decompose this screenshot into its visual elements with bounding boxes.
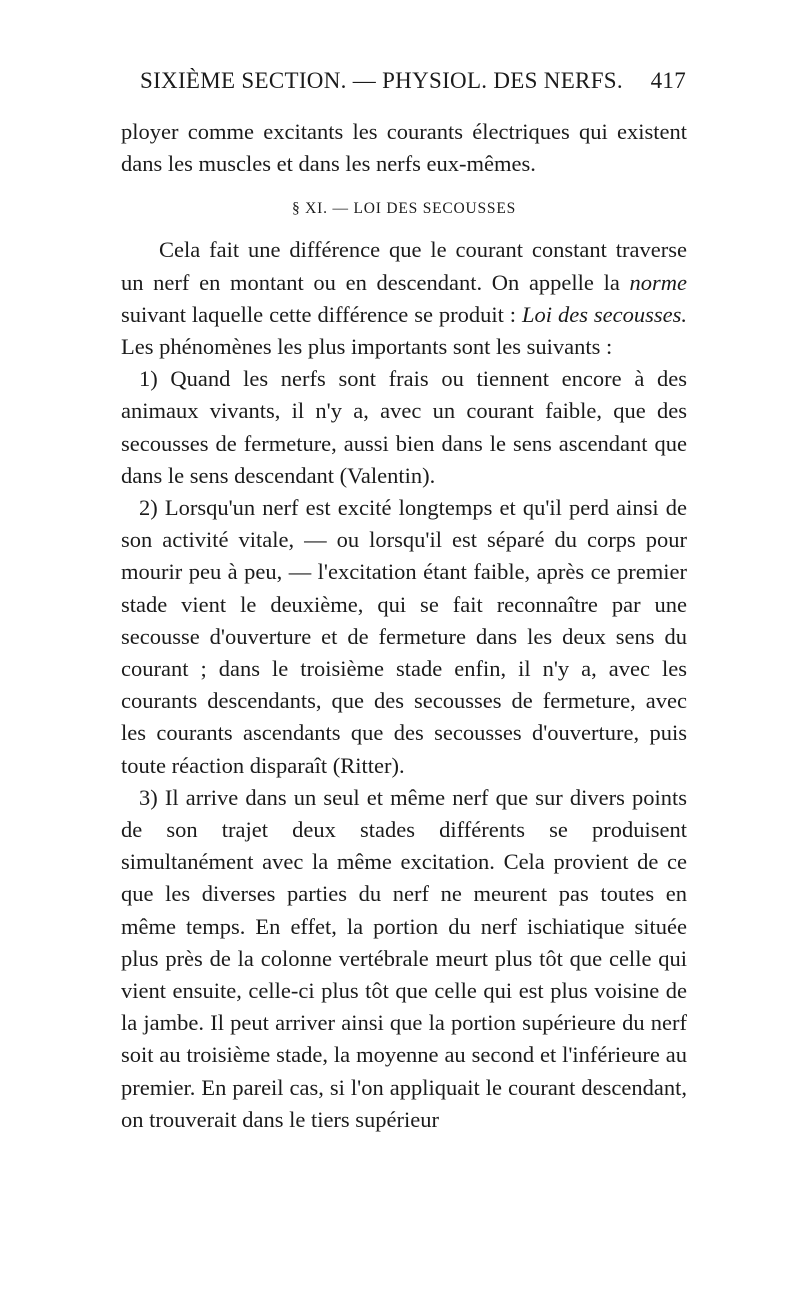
list-item-3: 3) Il arrive dans un seul et même nerf que sur divers points de son trajet deux stades différents se produisent simultanément avec la même excitation. Cela provient de ce que les diverses parties du nerf ne meurent pas toutes en même temps. En effet, la portion du nerf ischiatique située plus près de la colonne vertébrale meurt plus tôt que celle qui vient ensuite, celle-ci plus tôt que celle qui est plus voisine de la jambe. Il peut arriver ainsi que la portion supérieure du nerf soit au troisième stade, la moyenne au second et l'inférieure au premier. En pareil cas, si l'on appliquait le courant descendant, on trouverait dans le tiers supérieur <box>121 784 687 1132</box>
list-item-2: 2) Lorsqu'un nerf est excité longtemps et qu'il perd ainsi de son activité vitale, — ou lorsqu'il est séparé du corps pour mourir peu à peu, — l'excitation étant faible, après ce premier stade vient le deuxième, qui se fait reconnaître par une secousse d'ouverture et de fermeture dans les deux sens du courant ; dans le troisième stade enfin, il n'y a, avec les courants descendants, que des secousses de fermeture, avec les courants ascendants que des secousses d'ouverture, puis toute réaction disparaît (Ritter). <box>121 495 687 778</box>
page-number: 417 <box>650 68 686 93</box>
body-text <box>121 116 687 1136</box>
intro-paragraph <box>121 234 687 363</box>
intro-text-1: Cela fait une différence que le courant constant traverse un nerf en montant ou en descendant. On appelle la <box>121 237 687 295</box>
continuation-paragraph: ployer comme excitants les courants électriques qui existent dans les muscles et dans les nerfs eux-mêmes. <box>121 119 687 177</box>
intro-text-3: Les phénomènes les plus importants sont les suivants : <box>121 334 613 360</box>
section-heading: § XI. — LOI DES SECOUSSES <box>291 200 517 218</box>
running-title: SIXIÈME SECTION. — PHYSIOL. DES NERFS. <box>140 68 623 93</box>
intro-emphasis-law-title: Loi des secousses. <box>522 301 687 327</box>
intro-text-2: suivant laquelle cette différence se produit : <box>121 301 522 327</box>
intro-emphasis-norme: norme <box>629 269 687 295</box>
running-header <box>140 68 686 104</box>
list-item-1: 1) Quand les nerfs sont frais ou tiennent encore à des animaux vivants, il n'y a, avec un courant faible, que des secousses de fermeture, aussi bien dans le sens ascendant que dans le sens descendant (Valentin). <box>121 366 687 488</box>
